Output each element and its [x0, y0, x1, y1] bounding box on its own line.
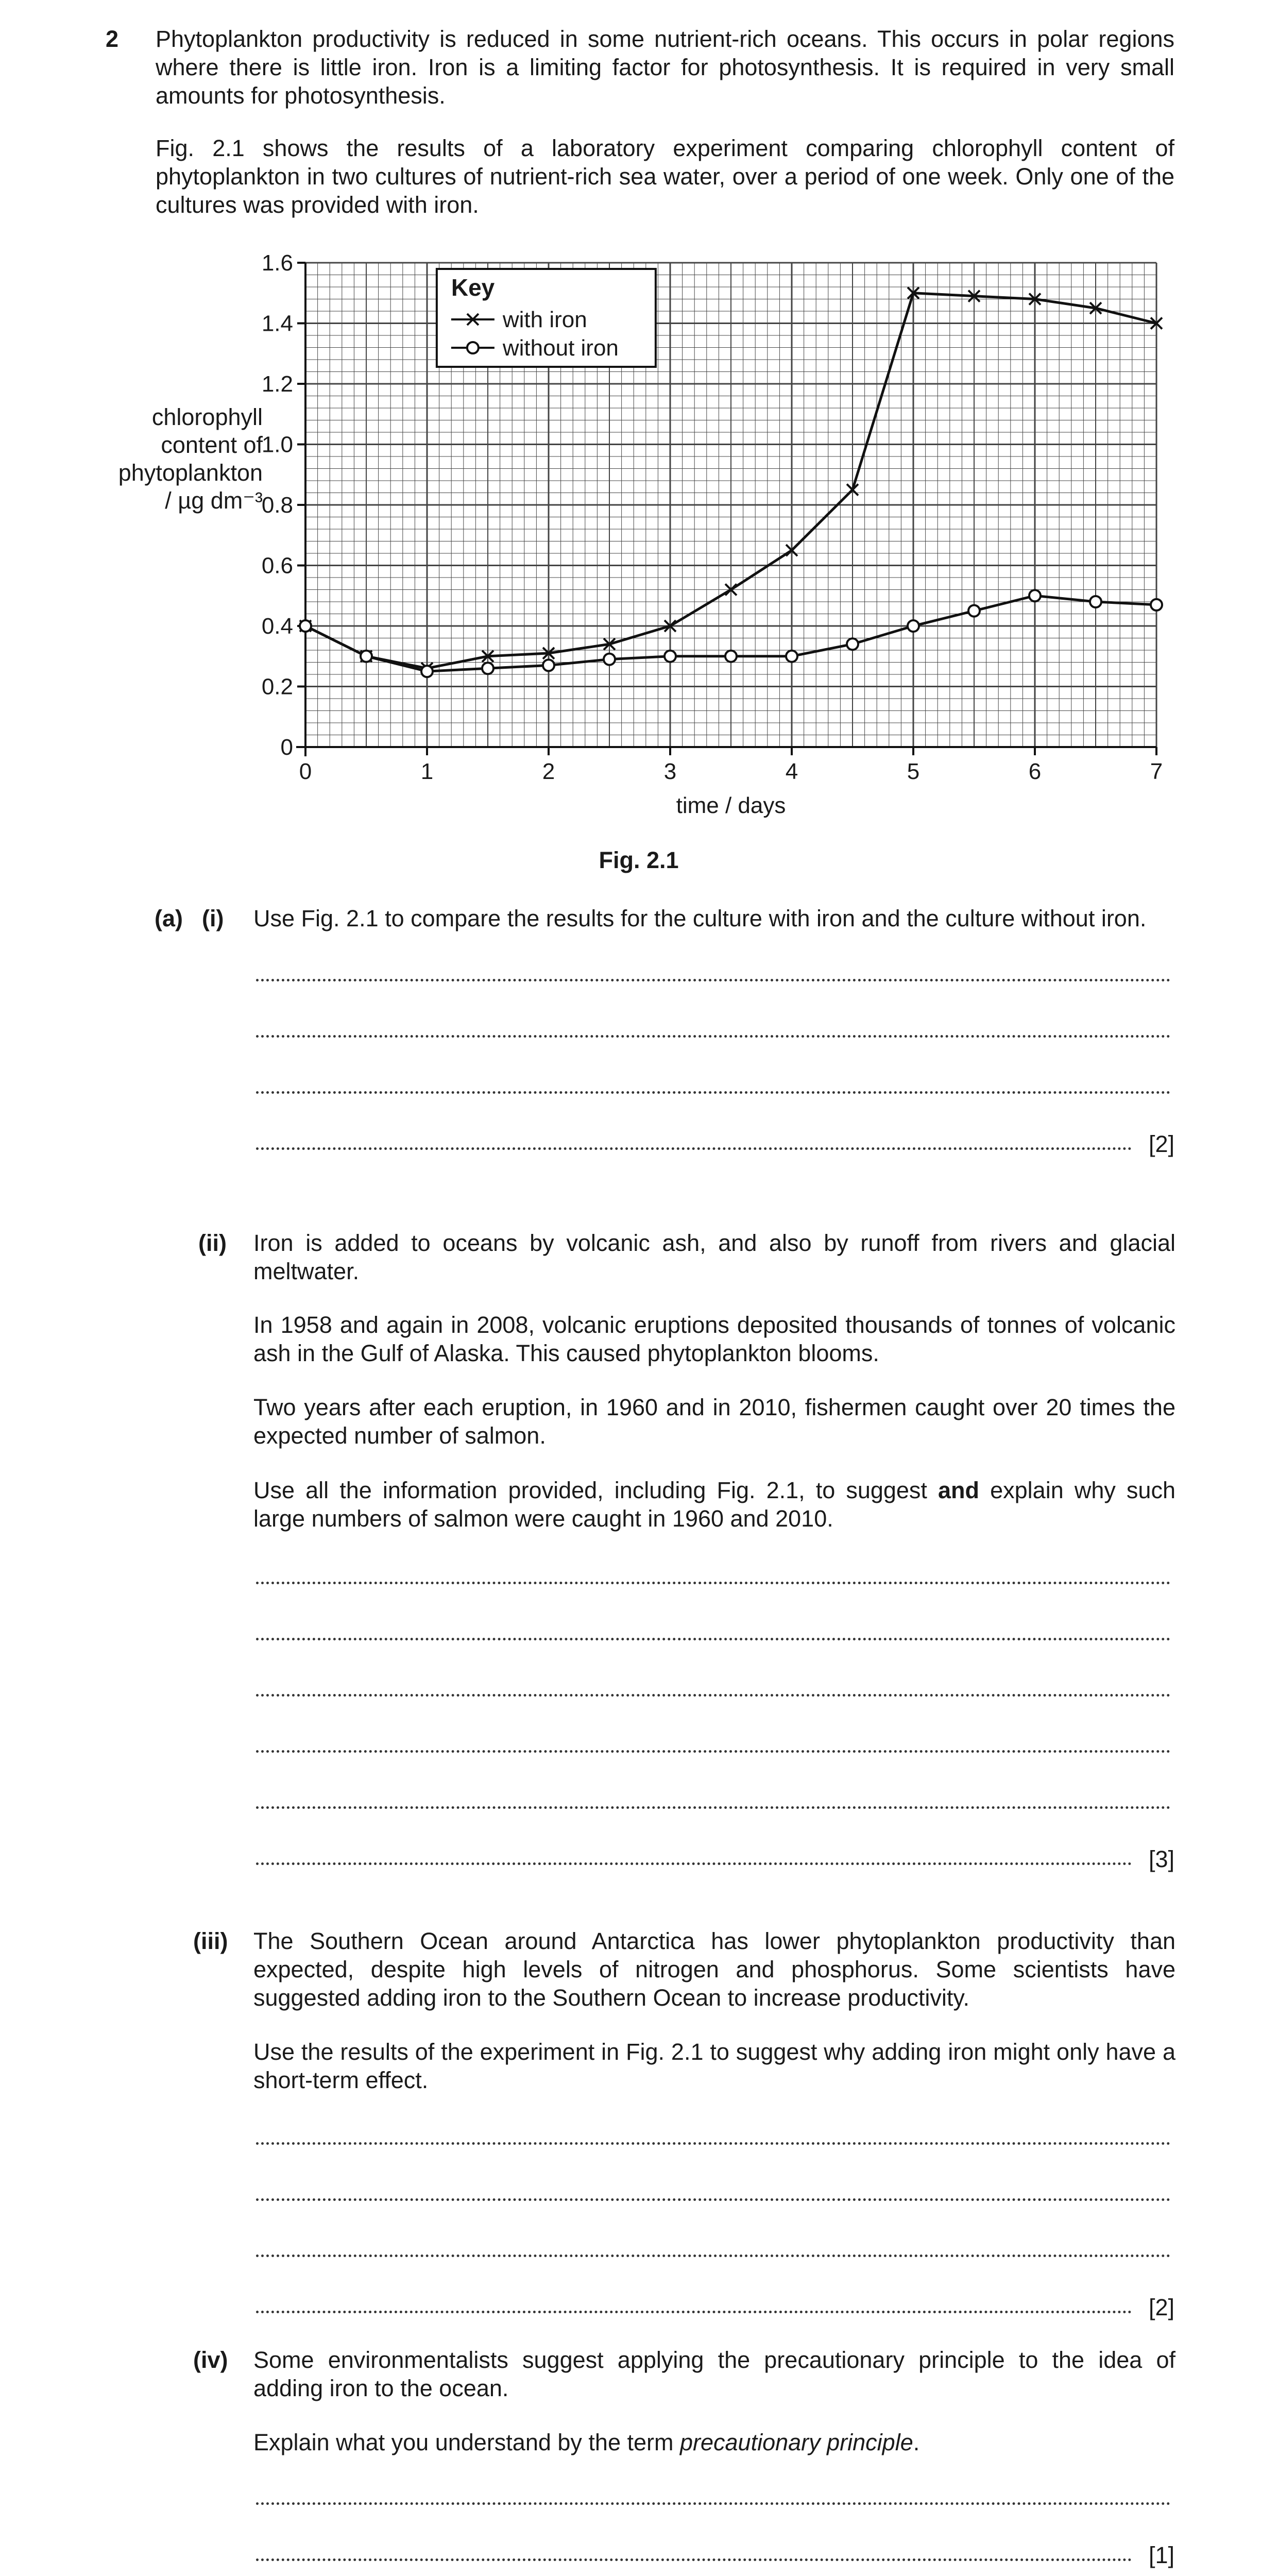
answer-line[interactable] — [256, 2502, 1170, 2505]
question-number: 2 — [106, 26, 119, 52]
part-a-ii-p4-text-end: explain why such large numbers of salmon were caught in 1960 and 2010. — [253, 1477, 1175, 1532]
part-a-ii-p4 — [253, 1476, 1175, 1533]
marks-a-iv: [1] — [1148, 2542, 1174, 2568]
marks-a-ii: [3] — [1148, 1846, 1174, 1872]
data-point — [847, 638, 858, 650]
y-tick-label: 1.2 — [261, 371, 293, 397]
legend-marker — [467, 342, 479, 353]
answer-line[interactable] — [256, 2142, 1170, 2145]
y-tick-label: 1.4 — [261, 311, 293, 336]
data-point — [968, 605, 980, 617]
answer-line[interactable] — [256, 1806, 1170, 1809]
y-label-line-2: content of — [161, 432, 263, 458]
question-intro: Phytoplankton productivity is reduced in some nutrient-rich oceans. This occurs in polar regions where there is little iron. Iron is a limiting factor for photosynthesis. It is required in very small amounts for photosynthesis. — [156, 26, 1174, 109]
y-label-line-1: chlorophyll — [151, 404, 263, 430]
figure-intro: Fig. 2.1 shows the results of a laboratory experiment comparing chlorophyll content of phytoplankton in two cultures of nutrient-rich sea water, over a period of one week. Only one of the cultures was provided with iron. — [156, 135, 1174, 218]
y-tick-label: 1.6 — [261, 250, 293, 276]
y-tick-label: 1.0 — [261, 432, 293, 457]
answer-line[interactable] — [256, 1035, 1170, 1038]
answer-line[interactable] — [256, 1638, 1170, 1640]
y-label-line-4: / µg dm⁻³ — [165, 487, 263, 514]
data-point — [361, 651, 372, 662]
data-point — [421, 666, 433, 677]
answer-line[interactable] — [256, 1582, 1170, 1584]
data-point — [482, 663, 493, 674]
x-tick-label: 6 — [1028, 759, 1042, 784]
marks-a-i: [2] — [1148, 1131, 1174, 1157]
data-point — [664, 651, 676, 662]
figure-2-1-chart — [118, 247, 1200, 835]
x-tick-label: 2 — [542, 759, 555, 784]
part-a-iv-p1: Some environmentalists suggest applying the precautionary principle to the idea of adding iron to the ocean. — [253, 2347, 1175, 2401]
answer-line[interactable] — [256, 979, 1170, 981]
part-a-i-label: (i) — [202, 905, 224, 931]
part-a-ii-p1: Iron is added to oceans by volcanic ash, and also by runoff from rivers and glacial meltwater. — [253, 1230, 1175, 1284]
answer-line[interactable] — [256, 1694, 1170, 1697]
data-point — [786, 651, 797, 662]
answer-line[interactable] — [256, 1862, 1132, 1865]
x-tick-label: 5 — [907, 759, 920, 784]
y-tick-label: 0.8 — [261, 493, 293, 518]
answer-line[interactable] — [256, 1750, 1170, 1753]
part-a-i-text: Use Fig. 2.1 to compare the results for the culture with iron and the culture without iron. — [253, 905, 1147, 931]
data-point — [1151, 599, 1162, 611]
y-tick-label: 0.6 — [261, 553, 293, 579]
part-a-iv-p2-text: Explain what you understand by the term — [253, 2429, 680, 2455]
legend-title: Key — [451, 274, 495, 301]
x-axis-label: time / days — [676, 793, 786, 818]
answer-line[interactable] — [256, 2198, 1170, 2201]
part-a-iii-p1: The Southern Ocean around Antarctica has lower phytoplankton productivity than expected, despite high levels of nitrogen and phosphorus. Some scientists have suggested adding iron to the Southern Ocean to increase productivity. — [253, 1928, 1175, 2011]
answer-line[interactable] — [256, 2255, 1170, 2257]
answer-line[interactable] — [256, 2558, 1132, 2561]
data-point — [300, 620, 311, 632]
figure-caption: Fig. 2.1 — [599, 847, 679, 873]
x-tick-label: 0 — [299, 759, 312, 784]
y-tick-label: 0.2 — [261, 674, 293, 700]
data-point — [1029, 590, 1041, 601]
part-a-iii-label: (iii) — [193, 1928, 228, 1954]
answer-line[interactable] — [256, 1091, 1170, 1094]
legend-entry: without iron — [502, 335, 619, 361]
part-a-iv-p2-end: . — [913, 2429, 920, 2455]
part-a-ii-p4-text: Use all the information provided, including Fig. 2.1, to suggest — [253, 1477, 939, 1503]
part-a-ii-p2: In 1958 and again in 2008, volcanic eruptions deposited thousands of tonnes of volcanic ash in the Gulf of Alaska. This caused phytoplankton blooms. — [253, 1312, 1175, 1366]
data-point — [543, 659, 554, 671]
part-a-iv-p2-italic: precautionary principle — [679, 2429, 913, 2455]
marks-a-iii: [2] — [1148, 2294, 1174, 2320]
data-point — [604, 654, 615, 665]
y-label-line-3: phytoplankton — [118, 460, 263, 486]
data-point — [725, 651, 737, 662]
x-tick-label: 1 — [420, 759, 434, 784]
x-tick-label: 3 — [663, 759, 677, 784]
legend-entry: with iron — [502, 307, 587, 332]
part-a-ii-p4-bold: and — [938, 1477, 980, 1503]
part-a-iii-p2: Use the results of the experiment in Fig. 2.1 to suggest why adding iron might only have a short-term effect. — [253, 2039, 1175, 2093]
part-a-iv-label: (iv) — [193, 2347, 228, 2373]
x-tick-label: 4 — [785, 759, 798, 784]
answer-line[interactable] — [256, 1147, 1132, 1150]
part-a-ii-p3: Two years after each eruption, in 1960 and in 2010, fishermen caught over 20 times the expected number of salmon. — [253, 1394, 1175, 1449]
part-a-iv-p2 — [253, 2428, 1175, 2456]
part-a-ii-label: (ii) — [198, 1230, 227, 1256]
part-a-label: (a) — [155, 905, 183, 931]
data-point — [1090, 596, 1101, 607]
x-tick-label: 7 — [1150, 759, 1163, 784]
data-point — [908, 620, 919, 632]
answer-line[interactable] — [256, 2311, 1132, 2313]
y-tick-label: 0.4 — [261, 614, 293, 639]
y-tick-label: 0 — [280, 735, 293, 760]
